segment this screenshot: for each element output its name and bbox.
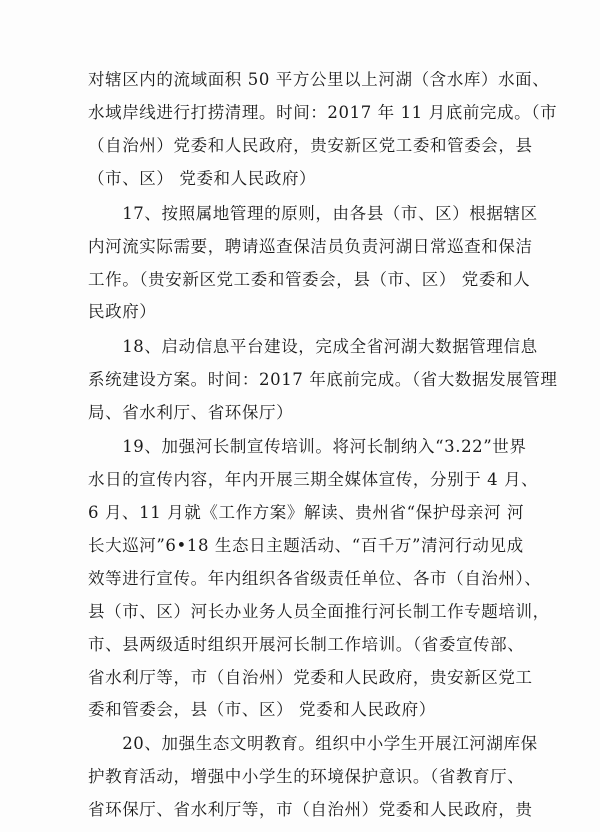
paragraph-19-line: 县（市、区）河长办业务人员全面推行河长制工作专题培训， [88,602,550,621]
paragraph-19-line: 6 月、11 月就《工作方案》解读、贵州省“保护母亲河 河 [88,503,525,522]
body-text-line: 对辖区内的流域面积 50 平方公里以上河湖（含水库）水面、 [88,70,550,89]
paragraph-19-line: 省水利厅等，市（自治州）党委和人民政府，贵安新区党工 [88,668,533,687]
paragraph-20-line: 20、加强生态文明教育。组织中小学生开展江河湖库保 [88,734,538,753]
paragraph-17-line: 民政府） [88,302,157,321]
paragraph-18-line: 系统建设方案。时间：2017 年底前完成。（省大数据发展管理 [88,370,558,389]
body-text-line: （自治州）党委和人民政府，贵安新区党工委和管委会，县 [88,136,533,155]
paragraph-20-line: 省环保厅、省水利厅等，市（自治州）党委和人民政府，贵 [88,800,533,819]
paragraph-19-line: 长大巡河”6•18 生态日主题活动、“百千万”清河行动见成 [88,536,524,555]
paragraph-18-line: 18、启动信息平台建设，完成全省河湖大数据管理信息 [88,337,538,356]
body-text-line: 水域岸线进行打捞清理。时间：2017 年 11 月底前完成。（市 [88,103,558,122]
paragraph-19-line: 19、加强河长制宣传培训。将河长制纳入“3.22”世界 [88,437,527,456]
paragraph-17-line: 工作。（贵安新区党工委和管委会，县（市、区） 党委和人 [88,270,531,289]
body-text-line: （市、区） 党委和人民政府） [88,169,317,188]
paragraph-18-line: 局、省水利厅、省环保厅） [88,403,294,422]
paragraph-19-line: 效等进行宣传。年内组织各省级责任单位、各市（自治州）、 [88,569,542,588]
paragraph-19-line: 委和管委会，县（市、区） 党委和人民政府） [88,700,436,719]
paragraph-17-line: 内河流实际需要，聘请巡查保洁员负责河湖日常巡查和保洁 [88,237,533,256]
paragraph-17-line: 17、按照属地管理的原则，由各县（市、区）根据辖区 [88,204,538,223]
paragraph-19-line: 市、县两级适时组织开展河长制工作培训。（省委宣传部、 [88,635,525,654]
paragraph-19-line: 水日的宣传内容，年内开展三期全媒体宣传，分别于 4 月、 [88,470,539,489]
paragraph-20-line: 护教育活动，增强中小学生的环境保护意识。（省教育厅、 [88,767,525,786]
